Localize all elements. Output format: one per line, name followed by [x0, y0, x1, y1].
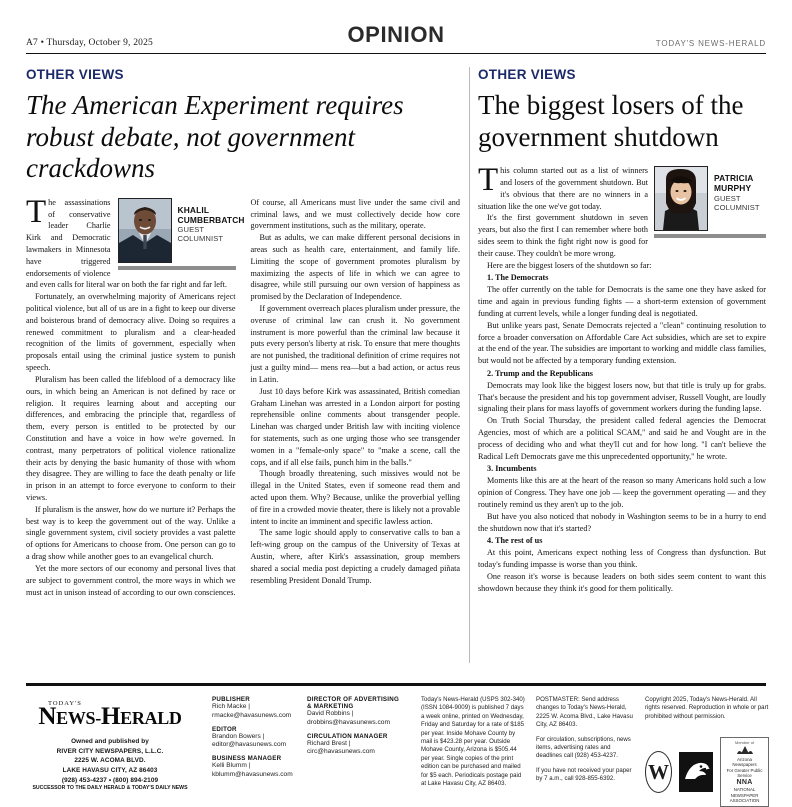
nna-line4: ASSOCIATION	[729, 798, 760, 804]
headline-left: The American Experiment requires robust debate, not government crackdowns	[26, 90, 404, 184]
logo-ews: EWS-	[56, 708, 101, 728]
article-right-body	[478, 162, 766, 681]
article-left	[26, 67, 460, 679]
paragraph: But unlike years past, Senate Democrats rejected a "clean" continuing resolution to force a broader conversation on Affordable Care Act subsidies, which are set to expire at the end of the year. The subsidies are important to working and middle class families, but would not be affected by a temporary funding extension.	[478, 320, 766, 366]
brand-line: RIVER CITY NEWSPAPERS, L.L.C.	[56, 747, 164, 755]
staff-label: PUBLISHER	[212, 696, 251, 703]
nna-line3: NATIONAL NEWSPAPER	[730, 787, 759, 798]
w-seal-icon: W	[645, 751, 672, 793]
section-heading: 3. Incumbents	[487, 464, 537, 474]
brand-line: LAKE HAVASU CITY, AZ 86403	[62, 767, 158, 775]
article-right	[478, 67, 766, 679]
paragraph: Pluralism has been called the lifeblood of a democracy like ours, in which being an American is not defined by race or religion. It requires learning about and accepting our differences, and embracing the principle that, regardless of them, every person is entitled to be protected by our Constitution and have a voice in how we're governed. In contrast, many perpetrators of political violence rationalize their acts by denying the basic humanity of those with whom they disagree. They are willing to face the death penalty or life in prison in an attempt to force everyone to conform to their views.	[26, 374, 236, 503]
vertical-divider	[469, 67, 470, 663]
staff-value: Brandon Bowers | editor@havasunews.com	[212, 732, 287, 749]
byline-role-line2: COLUMNIST	[177, 234, 224, 244]
brand-successor-line: SUCCESSOR TO THE DAILY HERALD & TODAY'S DAILY NEWS	[32, 785, 188, 792]
staff-column-1	[212, 696, 307, 807]
folio-bar	[26, 0, 766, 51]
section-heading: 2. Trump and the Republicans	[487, 368, 593, 378]
byline-left	[178, 198, 245, 244]
legal-paragraph: POSTMASTER: Send address changes to Today's News-Herald, 2225 W. Acoma Blvd., Lake Havasu City, AZ 86403.	[536, 696, 633, 729]
staff-value: Rich Macke | rmacke@havasunews.com	[212, 703, 292, 719]
staff-label: CIRCULATION MANAGER	[307, 732, 388, 740]
paragraph: But have you also noticed that nobody in Washington seems to be in a hurry to end the shutdown now that it's started?	[478, 511, 766, 533]
column-gutter	[460, 67, 478, 679]
nna-line2: For Greater Public Service	[726, 767, 763, 779]
logo-erald: ERALD	[120, 708, 182, 728]
paragraph: If government overreach places pluralism under pressure, the overuse of criminal law can crush it. No government instrument is more powerful than the criminal law because it puts every person's liberty at risk. To ensure that mere thoughts are not punished, the traditional definition of crime requires not just a guilty mind— mens rea—but a bad action, or actus reus in Latin.	[250, 304, 461, 384]
paragraph: If pluralism is the answer, how do we nurture it? Perhaps the best way is to keep the government out of the way. Unlike a single government system, civil society provides a vast palette of options for Americans to choose from. One person can go to a drag show while another goes to an evangelical church.	[26, 504, 236, 562]
brand-block	[26, 696, 203, 807]
section-heading: 4. The rest of us	[487, 536, 543, 546]
legal-paragraph: If you have not received your paper by 7 a.m., call 928-855-6392.	[536, 766, 632, 783]
logo-todays: TODAY'S	[48, 700, 82, 707]
footer-masthead	[26, 686, 769, 807]
staff-value: Richard Brest | circ@havasunews.com	[307, 739, 375, 756]
paragraph: Yet the more sectors of our economy and personal lives that are subject to government control, the more ways in which we must act in unison instead of according to our own consciences. Of course, all Americans must live under the same civil and criminal laws, and we must collectively decide how core government institutions, such as the military, operate.	[26, 197, 460, 597]
kicker-other-views-right: OTHER VIEWS	[478, 67, 576, 82]
byline-block-right	[654, 166, 766, 238]
copyright-text: Copyright 2025, Today's News-Herald. All rights reserved. Reproduction in whole or part prohibited without permission.	[645, 696, 769, 720]
paragraph: It's the first government shutdown in seven years, but also the first I can remember where both sides seem to think the fight right now is good for their cause. They couldn't be more wrong.	[478, 213, 648, 258]
logo-news-herald	[26, 704, 194, 730]
legal-paragraph: For circulation, subscriptions, news items, advertising rates and deadlines call (928) 453-4237.	[536, 735, 631, 760]
copyright-column	[645, 696, 778, 807]
logo-n: N	[38, 703, 57, 730]
byline-role-line1: GUEST	[714, 193, 741, 203]
nna-abbr: NNA	[736, 778, 753, 786]
paragraph: At this point, Americans expect nothing less of Congress than dysfunction. But today's funding impasse is worse than you think.	[478, 548, 766, 569]
byline-block-left	[118, 198, 245, 270]
legal-column-1	[421, 696, 536, 807]
kicker-other-views-left: OTHER VIEWS	[26, 67, 124, 82]
paragraph: On Truth Social Thursday, the president called federal agencies the Democrat Agencies, most of which are a political SCAM," and said he and Vought are in the process of deciding who and what they'll cut and for how long. "I can't believe the Radical Left Democrats gave me this unprecedented opportunity," he wrote.	[478, 416, 766, 461]
paragraph: Moments like this are at the heart of the reason so many Americans hold such a low opinion of Congress. They have one job — keep the government operating — and they routinely remind us they aren't up to the job.	[478, 476, 766, 509]
paragraph: Though broadly threatening, such missives would not be illegal in the United States, even if someone read them and acted upon them. Why? Because, unlike the proverbial yelling of fire in a crowded movie theater, there is likely not a provable intent to incite an imminent and specific lawless action.	[250, 469, 460, 526]
paragraph: Fortunately, an overwhelming majority of Americans reject political violence, but all of us are in a fight to keep our diverse and boisterous brand of democracy alive. Doing so requires a renewed commitment to pluralism and a clear-headed recognition of the limits of government, especially when proposals entail using the criminal justice system to punish speech.	[26, 292, 236, 373]
legal-column-2	[536, 696, 645, 807]
paragraph: But as adults, we can make different personal decisions in areas such as health care, entertainment, and family life. Limiting the scope of government promotes pluralism by maximizing the aspects of life in which we can agree to disagree, while still pursuing our own version of happiness as promised by the Declaration of Independence.	[250, 233, 460, 302]
logo-h: H	[100, 703, 121, 730]
byline-role-line1: GUEST	[177, 225, 205, 235]
paragraph: Here are the biggest losers of the shutdown so far:	[487, 260, 652, 270]
byline-name-line2: MURPHY	[714, 183, 752, 194]
legal-paragraph: Today's News-Herald (USPS 302-340) (ISSN 1084-9009) is published 7 days a week online, printed on Wednesday, Friday and Saturday for a rate of $185 per year. Inside Mohave County by mail is $423.28 per year. Outside Mohave County, Arizona is $505.44 per year. Single copies of the print edition can be purchased and mailed for $5 each. Periodicals postage paid at Lake Havasu City, AZ 86403.	[421, 696, 525, 788]
headline-right: The biggest losers of the government shutdown	[478, 90, 744, 152]
byline-name-line2: CUMBERBATCH	[177, 214, 245, 225]
article-left-body	[26, 193, 461, 717]
brand-line: 2225 W. ACOMA BLVD.	[74, 757, 146, 765]
byline-name-line1: KHALIL	[177, 204, 210, 215]
paragraph: One reason it's worse is because leaders on both sides seem content to want this showdown because they think it's good for them politically.	[478, 571, 766, 593]
header-rule	[26, 53, 766, 54]
paragraph: The same logic should apply to conservative calls to ban a left-wing group on the campus of the University of Texas at Austin, where, after Kirk's assassination, group members shared a social media post depicting a crudely damaged piñata resembling President Donald Trump.	[250, 528, 460, 585]
eagle-emblem-icon	[679, 752, 713, 792]
staff-value: David Robbins | drobbins@havasunews.com	[307, 710, 390, 726]
paragraph: The offer currently on the table for Democrats is the same one they have asked for time and again in previous funding fights — a short-term extension of government funding at current levels, while a longer funding deal is negotiated.	[478, 285, 766, 318]
paragraph: Just 10 days before Kirk was assassinated, British comedian Graham Linehan was arrested in a London airport for posting reprehensible online comments about transgender people. Linehan was charged under British law with inciting violence for statements, such as one urging those who see transgender women in a "female-only space" to "make a scene, call the cops, and if all else fails, punch him in the balls."	[250, 386, 460, 467]
section-title: OPINION	[347, 22, 445, 47]
brand-address-block	[26, 737, 194, 793]
staff-label: DIRECTOR OF ADVERTISING & MARKETING	[307, 696, 400, 710]
paragraph: Democrats may look like the biggest losers now, but that title is truly up for grabs. That's because the president and his top government adviser, Russell Vought, are loudly signaling their plans for mass layoffs of government workers during the funding lapse.	[478, 380, 766, 414]
nna-member-label: Member of	[734, 740, 755, 746]
avatar	[118, 198, 172, 263]
section-heading: 1. The Democrats	[487, 273, 549, 283]
staff-label: EDITOR	[212, 725, 237, 733]
byline-right	[714, 166, 760, 212]
folio-publication-name: TODAY'S NEWS-HERALD	[655, 39, 767, 48]
nna-line1: Arizona Newspapers	[732, 756, 757, 768]
brand-line: Owned and published by	[71, 738, 149, 746]
byline-underbar	[654, 234, 766, 238]
folio-page-date: A7 • Thursday, October 9, 2025	[26, 38, 153, 48]
staff-value: Kelli Blumm | kblumm@havasunews.com	[212, 762, 293, 779]
brand-line: (928) 453-4237 • (800) 894-2109	[61, 776, 159, 784]
ana-logo-icon	[734, 745, 756, 755]
paragraph: This column started out as a list of winners and losers of the government shutdown. But it's obvious that there are no winners in a situation like the one we've got today.	[478, 162, 648, 211]
byline-name-line1: PATRICIA	[714, 173, 754, 184]
byline-underbar	[118, 266, 236, 270]
byline-role-line2: COLUMNIST	[714, 202, 760, 212]
paragraph: The assassinations of conservative leader Charlie Kirk and Democratic lawmakers in Minnesota have triggered endorsements of violence and even calls for literal war on both the far right and far left.	[26, 193, 227, 290]
avatar	[654, 166, 708, 231]
staff-label: BUSINESS MANAGER	[212, 755, 282, 763]
badges-row	[645, 737, 769, 807]
articles-region	[26, 67, 766, 679]
staff-column-2	[307, 696, 412, 807]
nna-member-badge	[720, 737, 769, 807]
